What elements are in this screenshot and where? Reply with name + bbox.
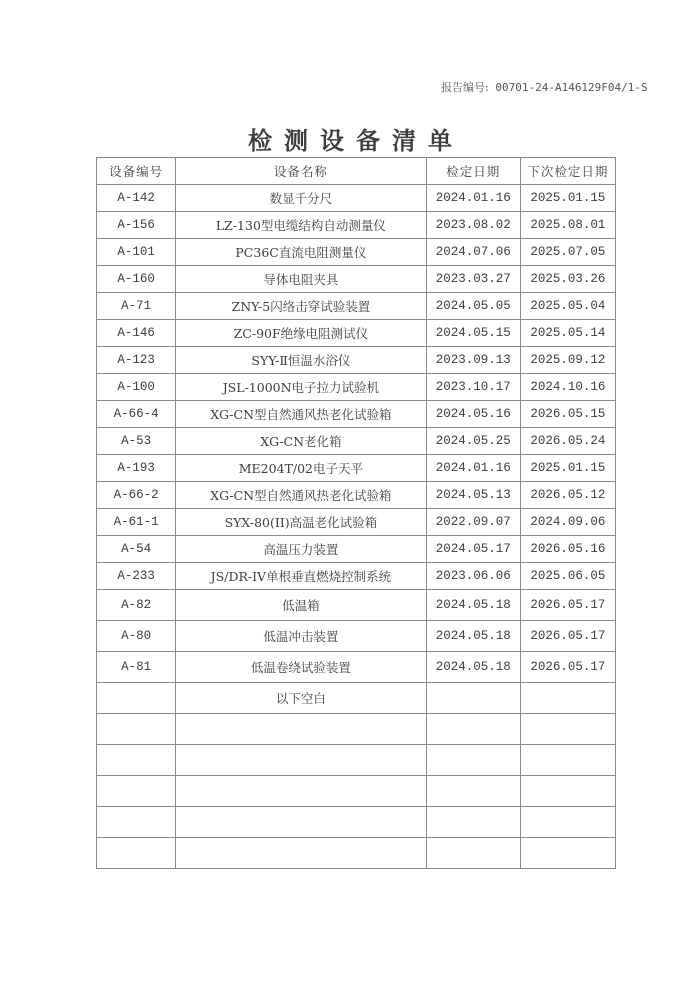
calibration-date-cell: 2024.05.15 <box>426 320 520 347</box>
table-row <box>97 652 616 683</box>
table-row <box>97 536 616 563</box>
equipment-id-cell: A-82 <box>97 590 176 621</box>
next-calibration-date-cell <box>520 776 615 807</box>
next-calibration-date-cell: 2026.05.17 <box>520 652 615 683</box>
calibration-date-cell: 2023.10.17 <box>426 374 520 401</box>
equipment-name-cell <box>176 714 426 745</box>
calibration-date-cell <box>426 714 520 745</box>
next-calibration-date-cell <box>520 838 615 869</box>
equipment-name-cell: ME204T/02电子天平 <box>176 455 426 482</box>
calibration-date-cell: 2024.05.13 <box>426 482 520 509</box>
equipment-id-cell <box>97 683 176 714</box>
next-calibration-date-cell: 2025.07.05 <box>520 239 615 266</box>
table-row <box>97 509 616 536</box>
report-number-value: 00701-24-A146129F04/1-S <box>495 81 648 94</box>
table-row <box>97 185 616 212</box>
next-calibration-date-cell: 2025.05.04 <box>520 293 615 320</box>
equipment-id-cell: A-101 <box>97 239 176 266</box>
equipment-name-cell: ZC-90F绝缘电阻测试仪 <box>176 320 426 347</box>
next-calibration-date-cell: 2025.08.01 <box>520 212 615 239</box>
column-header-next-calibration-date: 下次检定日期 <box>520 158 615 185</box>
calibration-date-cell: 2024.07.06 <box>426 239 520 266</box>
equipment-id-cell: A-100 <box>97 374 176 401</box>
equipment-id-cell: A-123 <box>97 347 176 374</box>
equipment-name-cell <box>176 745 426 776</box>
next-calibration-date-cell: 2025.01.15 <box>520 185 615 212</box>
next-calibration-date-cell: 2025.06.05 <box>520 563 615 590</box>
equipment-id-cell: A-71 <box>97 293 176 320</box>
table-row <box>97 776 616 807</box>
report-number-label: 报告编号: <box>441 81 489 94</box>
table-row <box>97 293 616 320</box>
column-header-equipment-id: 设备编号 <box>97 158 176 185</box>
equipment-id-cell: A-53 <box>97 428 176 455</box>
equipment-name-cell: 高温压力装置 <box>176 536 426 563</box>
calibration-date-cell: 2023.06.06 <box>426 563 520 590</box>
page-title: 检测设备清单 <box>248 126 464 155</box>
next-calibration-date-cell <box>520 807 615 838</box>
calibration-date-cell: 2024.01.16 <box>426 185 520 212</box>
equipment-name-cell: LZ-130型电缆结构自动测量仪 <box>176 212 426 239</box>
equipment-name-cell: 数显千分尺 <box>176 185 426 212</box>
equipment-id-cell <box>97 745 176 776</box>
equipment-name-cell: 低温卷绕试验装置 <box>176 652 426 683</box>
calibration-date-cell: 2024.05.18 <box>426 621 520 652</box>
equipment-name-cell <box>176 807 426 838</box>
calibration-date-cell: 2023.08.02 <box>426 212 520 239</box>
equipment-name-cell: SYY-Ⅱ恒温水浴仪 <box>176 347 426 374</box>
next-calibration-date-cell: 2024.09.06 <box>520 509 615 536</box>
next-calibration-date-cell: 2026.05.17 <box>520 590 615 621</box>
calibration-date-cell: 2024.05.18 <box>426 652 520 683</box>
table-row <box>97 455 616 482</box>
table-header-row <box>97 158 616 185</box>
equipment-id-cell: A-81 <box>97 652 176 683</box>
equipment-name-cell: 低温冲击装置 <box>176 621 426 652</box>
calibration-date-cell <box>426 683 520 714</box>
table-row <box>97 563 616 590</box>
next-calibration-date-cell <box>520 683 615 714</box>
equipment-id-cell <box>97 807 176 838</box>
calibration-date-cell: 2024.05.17 <box>426 536 520 563</box>
table-row <box>97 838 616 869</box>
equipment-name-cell: XG-CN老化箱 <box>176 428 426 455</box>
calibration-date-cell: 2022.09.07 <box>426 509 520 536</box>
next-calibration-date-cell: 2025.05.14 <box>520 320 615 347</box>
column-header-equipment-name: 设备名称 <box>176 158 426 185</box>
table-row <box>97 745 616 776</box>
table-row <box>97 266 616 293</box>
next-calibration-date-cell: 2026.05.12 <box>520 482 615 509</box>
table-row <box>97 320 616 347</box>
next-calibration-date-cell: 2026.05.16 <box>520 536 615 563</box>
table-row <box>97 401 616 428</box>
equipment-name-cell: XG-CN型自然通风热老化试验箱 <box>176 482 426 509</box>
next-calibration-date-cell: 2026.05.24 <box>520 428 615 455</box>
equipment-id-cell: A-160 <box>97 266 176 293</box>
next-calibration-date-cell <box>520 714 615 745</box>
equipment-id-cell: A-146 <box>97 320 176 347</box>
equipment-name-cell <box>176 838 426 869</box>
calibration-date-cell: 2024.01.16 <box>426 455 520 482</box>
table-row <box>97 239 616 266</box>
next-calibration-date-cell: 2025.09.12 <box>520 347 615 374</box>
equipment-id-cell: A-61-1 <box>97 509 176 536</box>
equipment-id-cell: A-193 <box>97 455 176 482</box>
next-calibration-date-cell: 2025.01.15 <box>520 455 615 482</box>
equipment-id-cell: A-66-2 <box>97 482 176 509</box>
equipment-name-cell: SYX-80(II)高温老化试验箱 <box>176 509 426 536</box>
equipment-name-cell: 低温箱 <box>176 590 426 621</box>
equipment-name-cell: PC36C直流电阻测量仪 <box>176 239 426 266</box>
equipment-name-cell <box>176 776 426 807</box>
table-row <box>97 683 616 714</box>
next-calibration-date-cell: 2026.05.15 <box>520 401 615 428</box>
equipment-name-cell: ZNY-5闪络击穿试验装置 <box>176 293 426 320</box>
equipment-id-cell: A-156 <box>97 212 176 239</box>
next-calibration-date-cell: 2024.10.16 <box>520 374 615 401</box>
calibration-date-cell <box>426 745 520 776</box>
equipment-table <box>96 157 616 869</box>
equipment-id-cell <box>97 776 176 807</box>
equipment-id-cell: A-54 <box>97 536 176 563</box>
equipment-name-cell: XG-CN型自然通风热老化试验箱 <box>176 401 426 428</box>
equipment-name-cell: 导体电阻夹具 <box>176 266 426 293</box>
table-row <box>97 590 616 621</box>
table-row <box>97 374 616 401</box>
calibration-date-cell: 2023.09.13 <box>426 347 520 374</box>
table-row <box>97 347 616 374</box>
table-row <box>97 212 616 239</box>
table-row <box>97 482 616 509</box>
calibration-date-cell: 2023.03.27 <box>426 266 520 293</box>
next-calibration-date-cell: 2025.03.26 <box>520 266 615 293</box>
equipment-id-cell: A-80 <box>97 621 176 652</box>
equipment-name-cell: JSL-1000N电子拉力试验机 <box>176 374 426 401</box>
equipment-name-cell: JS/DR-IV单根垂直燃烧控制系统 <box>176 563 426 590</box>
table-row <box>97 428 616 455</box>
calibration-date-cell <box>426 807 520 838</box>
calibration-date-cell: 2024.05.25 <box>426 428 520 455</box>
report-number <box>441 79 648 95</box>
calibration-date-cell: 2024.05.05 <box>426 293 520 320</box>
equipment-id-cell <box>97 714 176 745</box>
equipment-name-cell: 以下空白 <box>176 683 426 714</box>
calibration-date-cell: 2024.05.16 <box>426 401 520 428</box>
next-calibration-date-cell <box>520 745 615 776</box>
equipment-id-cell <box>97 838 176 869</box>
table-body <box>97 185 616 869</box>
column-header-calibration-date: 检定日期 <box>426 158 520 185</box>
calibration-date-cell <box>426 838 520 869</box>
table-row <box>97 621 616 652</box>
table-row <box>97 807 616 838</box>
equipment-id-cell: A-233 <box>97 563 176 590</box>
equipment-id-cell: A-66-4 <box>97 401 176 428</box>
equipment-id-cell: A-142 <box>97 185 176 212</box>
table-row <box>97 714 616 745</box>
calibration-date-cell: 2024.05.18 <box>426 590 520 621</box>
calibration-date-cell <box>426 776 520 807</box>
next-calibration-date-cell: 2026.05.17 <box>520 621 615 652</box>
